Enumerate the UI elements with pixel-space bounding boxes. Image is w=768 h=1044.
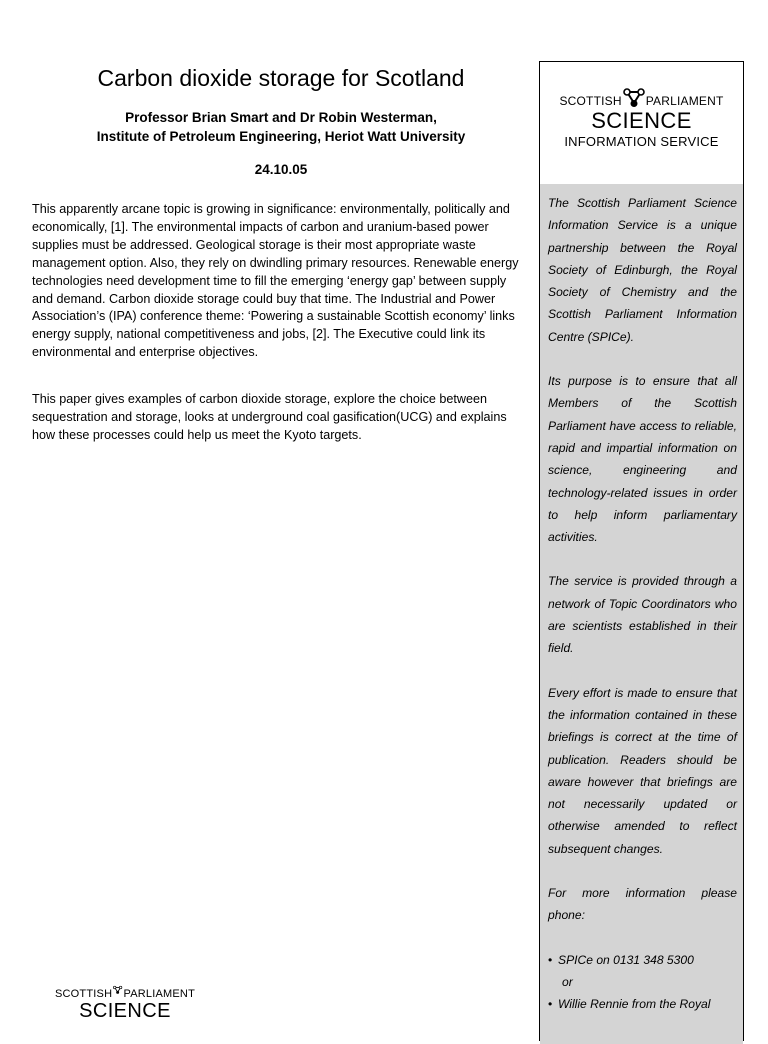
sidebar-paragraph: The Scottish Parliament Science Information Service is a unique partnership between the Royal Society of Edinburgh, the Royal Society of Chemistry and the Scottish Parliament Information Centre (SPICe). <box>548 196 737 344</box>
contact-item: • SPICe on 0131 348 5300 <box>548 949 737 971</box>
logo-word-science: SCIENCE <box>591 108 692 133</box>
sidebar-text <box>540 184 743 1044</box>
logo-word-scottish: SCOTTISH <box>559 94 622 108</box>
sidebar-paragraph: The service is provided through a network of Topic Coordinators who are scientists established in their field. <box>548 574 737 656</box>
contact-or: or <box>562 974 573 989</box>
contact-item: • Willie Rennie from the Royal <box>548 993 737 1015</box>
main-content <box>32 62 530 445</box>
document-title: Carbon dioxide storage for Scotland <box>97 65 465 91</box>
sidebar-paragraph: Every effort is made to ensure that the information contained in these briefings is correct at the time of publication. Readers should be aware however that briefings are not necessarily updated or otherwise amended to reflect subsequent changes. <box>548 685 737 856</box>
body-paragraph: This apparently arcane topic is growing in significance: environmentally, politically and economically, [1]. The environmental impacts of carbon and uranium-based power supplies must be addressed. Geological storage is their most appropriate waste management option. Also, they rely on dwindling primary resources. Renewable energy technologies need development time to fill the emerging ‘energy gap’ between supply and demand. Carbon dioxide storage could buy that time. The Industrial and Power Association’s (IPA) conference theme: ‘Powering a sustainable Scottish economy’ links energy supply, national competitiveness and jobs, [2]. The Executive could link its environmental and enterprise objectives. <box>32 202 519 360</box>
authors-affiliation: Institute of Petroleum Engineering, Heriot Watt University <box>96 129 466 144</box>
contact-list <box>548 949 737 1016</box>
molecule-logo-icon <box>113 980 122 1000</box>
body-paragraph: This paper gives examples of carbon dioxide storage, explore the choice between sequestration and storage, looks at underground coal gasification(UCG) and explains how these processes could help us meet the Kyoto targets. <box>32 392 507 442</box>
logo-word-scottish: SCOTTISH <box>55 988 113 1000</box>
authors-block <box>32 108 530 146</box>
logo-word-parliament: PARLIAMENT <box>645 94 724 108</box>
molecule-logo-icon <box>623 88 645 108</box>
sidebar-logo <box>540 62 743 184</box>
footer-logo <box>55 980 195 1022</box>
authors-names: Professor Brian Smart and Dr Robin Westerman, <box>125 110 437 125</box>
sidebar-paragraph: Its purpose is to ensure that all Members of the Scottish Parliament have access to reliable, rapid and impartial information on science, engineering and technology-related issues in order to help inform parliamentary activities. <box>548 374 737 545</box>
logo-word-parliament: PARLIAMENT <box>123 988 195 1000</box>
logo-subtitle: INFORMATION SERVICE <box>564 134 719 149</box>
document-date: 24.10.05 <box>254 162 308 177</box>
info-sidebar <box>539 61 744 1041</box>
sidebar-paragraph: For more information please phone: <box>548 886 737 923</box>
logo-word-science: SCIENCE <box>79 1000 171 1022</box>
